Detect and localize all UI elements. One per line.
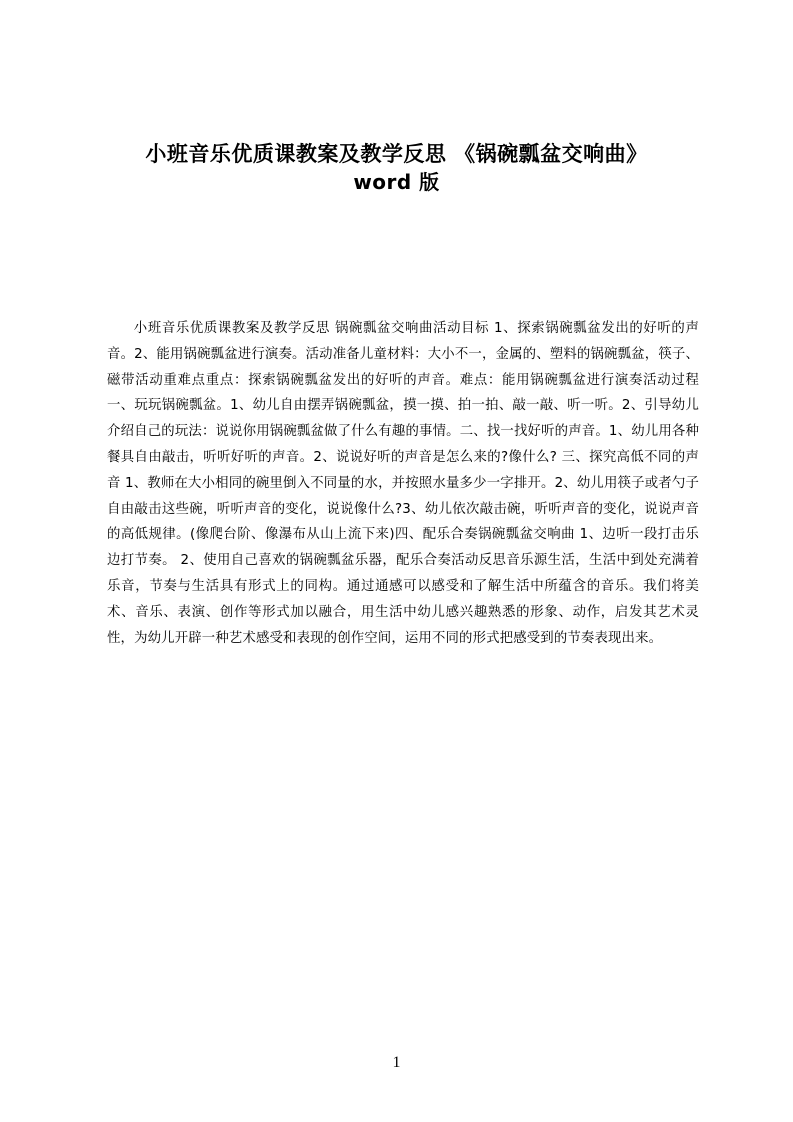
page-number: 1 (392, 1054, 401, 1071)
document-title (60, 140, 733, 196)
title-line-1: 小班音乐优质课教案及教学反思 《锅碗瓢盆交响曲》 (145, 142, 648, 166)
title-line-2: word 版 (353, 170, 440, 194)
body-paragraph: 小班音乐优质课教案及教学反思 锅碗瓢盆交响曲活动目标 1、探索锅碗瓢盆发出的好听的声音。2、能用锅碗瓢盆进行演奏。活动准备儿童材料：大小不一，金属的、塑料的锅碗瓢盆，筷子、磁带活动重难点重点：探索锅碗瓢盆发出的好听的声音。难点：能用锅碗瓢盆进行演奏活动过程一、玩玩锅碗瓢盆。1、幼儿自由摆弄锅碗瓢盆，摸一摸、拍一拍、敲一敲、听一听。2、引导幼儿介绍自己的玩法：说说你用锅碗瓢盆做了什么有趣的事情。二、找一找好听的声音。1、幼儿用各种餐具自由敲击，听听好听的声音。2、说说好听的声音是怎么来的?像什么? 三、探究高低不同的声音 1、教师在大小相同的碗里倒入不同量的水，并按照水量多少一字排开。2、幼儿用筷子或者勺子自由敲击这些碗，听听声音的变化，说说像什么?3、幼儿依次敲击碗，听听声音的变化，说说声音的高低规律。(像爬台阶、像瀑布从山上流下来)四、配乐合奏锅碗瓢盆交响曲 1、边听一段打击乐边打节奏。 2、使用自己喜欢的锅碗瓢盆乐器，配乐合奏活动反思音乐源生活，生活中到处充满着乐音，节奏与生活具有形式上的同构。通过通感可以感受和了解生活中所蕴含的音乐。我们将美术、音乐、表演、创作等形式加以融合，用生活中幼儿感兴趣熟悉的形象、动作，启发其艺术灵性，为幼儿开辟一种艺术感受和表现的创作空间，运用不同的形式把感受到的节奏表现出来。 (107, 321, 699, 646)
